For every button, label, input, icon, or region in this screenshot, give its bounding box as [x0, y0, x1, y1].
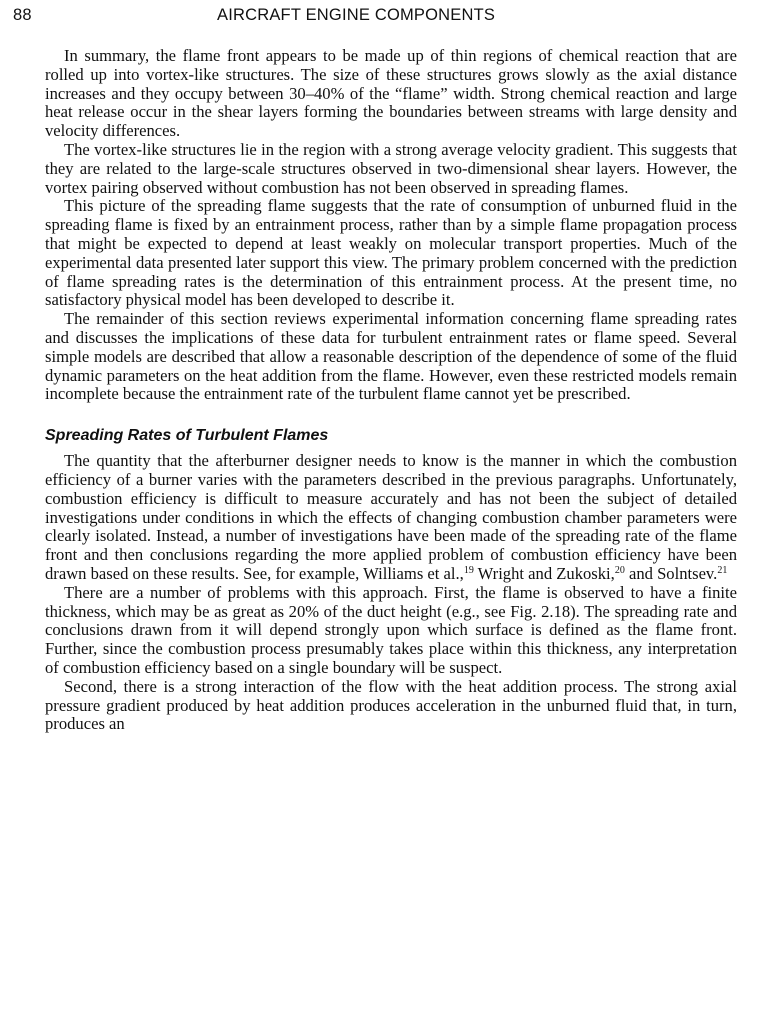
- paragraph-entrainment: This picture of the spreading flame suggests that the rate of consumption of unburned fluid in the spreading flame is fixed by an entrainment process, rather than by a simple flame propagation process that might be expected to depend at least weakly on molecular transport properties. Much of the experimental data presented later support this view. The primary problem concerned with the prediction of flame spreading rates is the determination of this entrainment process. At the present time, no satisfactory physical model has been developed to describe it.: [45, 196, 737, 310]
- paragraph-section-overview: The remainder of this section reviews experimental information concerning flame spreading rates and discusses the implications of these data for turbulent entrainment rates or flame speed. Several simple models are described that allow a reasonable description of the dependence of some of the fluid dynamic parameters on the heat addition from the flame. However, even these restricted models remain incomplete because the entrainment rate of the turbulent flame cannot yet be prescribed.: [45, 309, 737, 404]
- paragraph-text: The quantity that the afterburner designer needs to know is the manner in which the combustion efficiency of a burner varies with the parameters described in the previous paragraphs. Unfortunately, combustion efficiency is difficult to measure accurately and has not been the subject of detailed investigations under conditions in which the effects of changing combustion chamber parameters were clearly isolated. Instead, a number of investigations have been made of the spreading rate of the flame front and then conclusions regarding the more applied problem of combustion efficiency have been drawn based on these results. See, for example, Williams et al.,: [45, 451, 737, 583]
- reference-superscript: 20: [614, 564, 625, 576]
- paragraph-vortex-structures: The vortex-like structures lie in the region with a strong average velocity gradient. This suggests that they are related to the large-scale structures observed in two-dimensional shear layers. However, the vortex pairing observed without combustion has not been observed in spreading flames.: [45, 139, 737, 197]
- running-head: [13, 6, 737, 30]
- paragraph-problems: There are a number of problems with this approach. First, the flame is observed to have a finite thickness, which may be as great as 20% of the duct height (e.g., see Fig. 2.18). The spreading rate and conclusions drawn from it will depend strongly upon which surface is defined as the flame front. Further, since the combustion process presumably takes place within this thickness, any interpretation of combustion efficiency based on a single boundary will be suspect.: [45, 582, 737, 677]
- reference-superscript: 19: [463, 564, 474, 576]
- paragraph-afterburner-designer: [45, 452, 737, 584]
- paragraph-interaction: Second, there is a strong interaction of the flow with the heat addition process. The strong axial pressure gradient produced by heat addition produces acceleration in the unburned fluid that, in turn, produces an: [45, 676, 737, 734]
- body-text: [45, 47, 737, 734]
- reference-superscript: 21: [717, 564, 728, 576]
- page-number: 88: [13, 6, 32, 24]
- book-page: [13, 6, 737, 734]
- section-heading: Spreading Rates of Turbulent Flames: [45, 427, 329, 445]
- paragraph-text: Wright and Zukoski,: [473, 563, 615, 583]
- paragraph-summary: In summary, the flame front appears to be made up of thin regions of chemical reaction that are rolled up into vortex-like structures. The size of these structures grows slowly as the axial distance increases and they occupy between 30–40% of the “flame” width. Strong chemical reaction and large heat release occur in the shear layers forming the boundaries between streams with large density and velocity differences.: [45, 46, 737, 141]
- paragraph-text: and Solntsev.: [624, 563, 718, 583]
- running-title: AIRCRAFT ENGINE COMPONENTS: [217, 6, 496, 24]
